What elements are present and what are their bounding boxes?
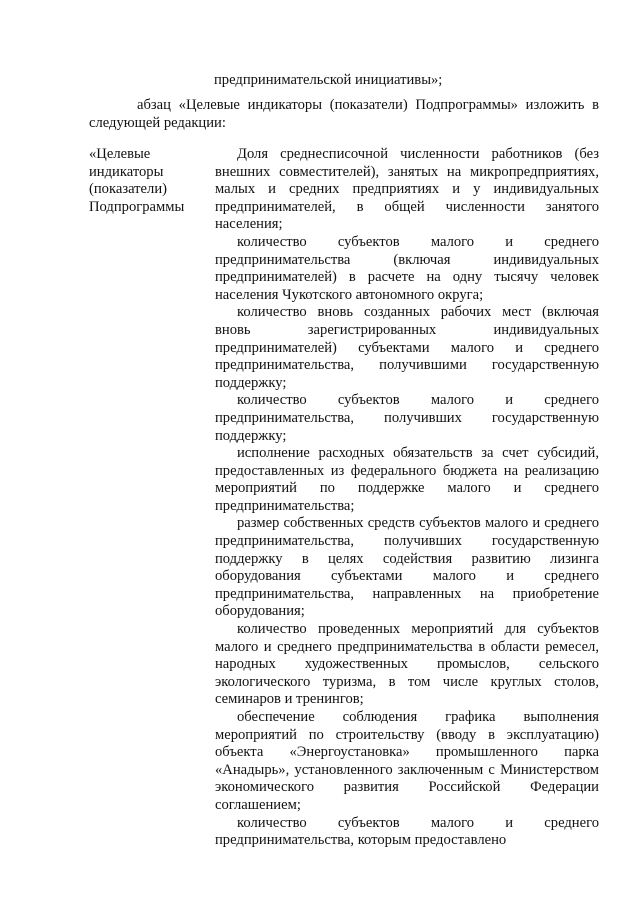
indicator-item: количество проведенных мероприятий для субъектов малого и среднего предпринимательства в области ремесел, народных художественных промыслов, сельского экологического туризма, в том числе круглых столов, семинаров и тренингов; <box>215 621 599 708</box>
indicator-item: Доля среднесписочной численности работников (без внешних совместителей), занятых на микропредприятиях, малых и средних предприятиях и у индивидуальных предпринимателей, в общей численности занятого населения; <box>215 146 599 233</box>
indicator-item: обеспечение соблюдения графика выполнения мероприятий по строительству (вводу в эксплуатацию) объекта «Энергоустановка» промышленного парка «Анадырь», установленного заключенным с Министерством экономического развития Российской Федерации соглашением; <box>215 709 599 813</box>
continued-line: предпринимательской инициативы»; <box>214 72 443 88</box>
indicator-item: количество субъектов малого и среднего предпринимательства, которым предоставлено <box>215 814 599 849</box>
indicator-item: количество субъектов малого и среднего предпринимательства, получивших государственную поддержку; <box>215 392 599 444</box>
indicator-item: количество субъектов малого и среднего предпринимательства (включая индивидуальных предпринимателей) в расчете на одну тысячу человек населения Чукотского автономного округа; <box>215 233 599 303</box>
indicator-item: исполнение расходных обязательств за счет субсидий, предоставленных из федерального бюджета на реализацию мероприятий по поддержке малого и среднего предпринимательства; <box>215 445 599 514</box>
indicator-item: размер собственных средств субъектов малого и среднего предпринимательства, получивших государственную поддержку в целях содействия развитию лизинга оборудования субъектами малого и среднего предпринимательства, направленных на приобретение оборудования; <box>215 515 599 620</box>
intro-paragraph: абзац «Целевые индикаторы (показатели) Подпрограммы» изложить в следующей редакции: <box>89 97 599 131</box>
indicator-item: количество вновь созданных рабочих мест (включая вновь зарегистрированных индивидуальных предпринимателей) субъектами малого и среднего предпринимательства, получившими государственную поддержку; <box>215 304 599 391</box>
indicators-list <box>215 146 599 850</box>
indicators-label: «Целевые индикаторы (показатели) Подпрограммы <box>89 146 185 215</box>
